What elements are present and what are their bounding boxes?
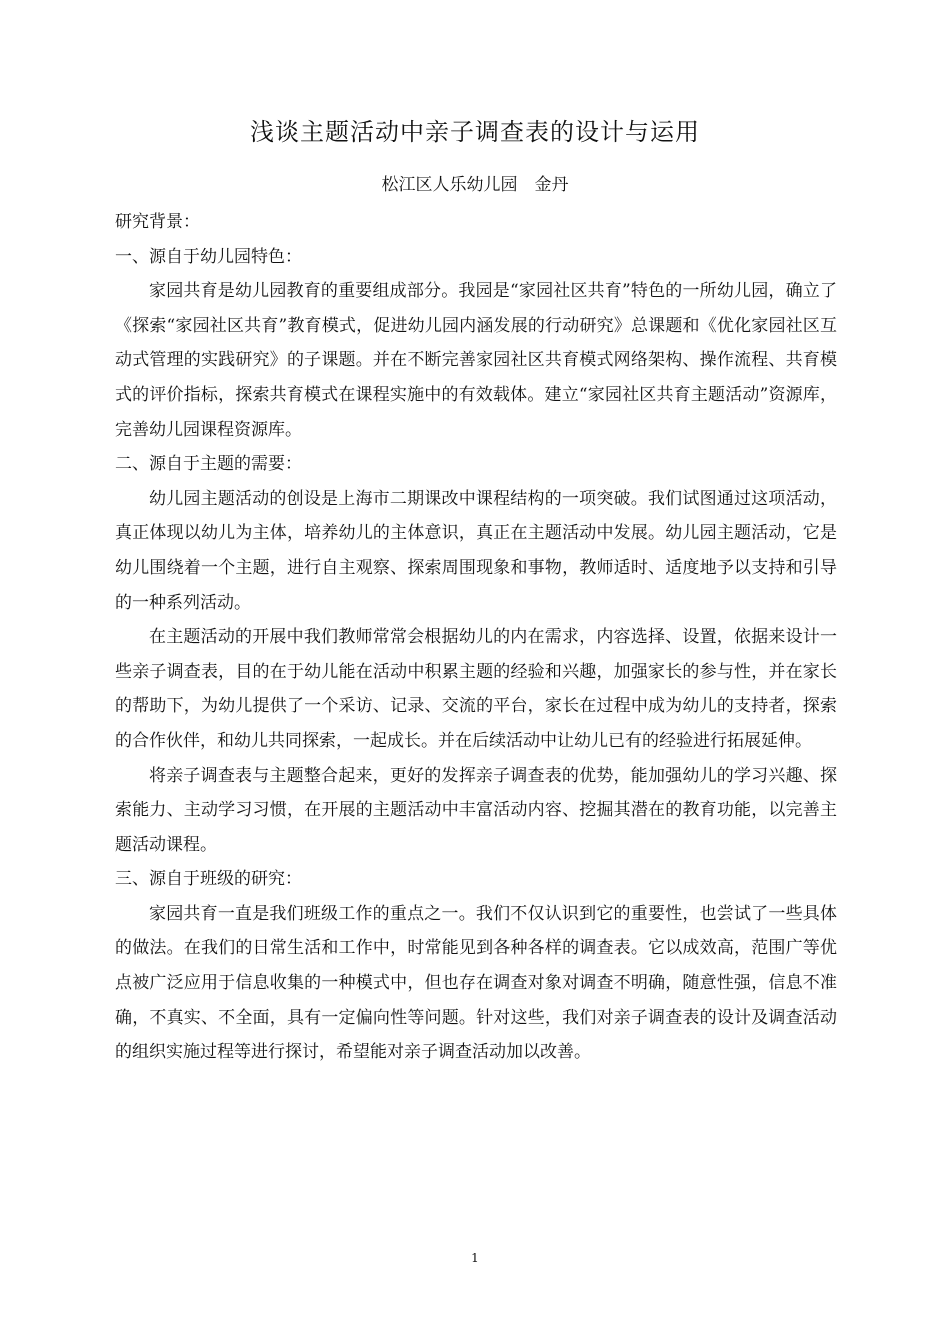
section-heading-kindergarten-feature: 一、源自于幼儿园特色： — [115, 246, 302, 267]
paragraph-kindergarten-feature: 家园共育是幼儿园教育的重要组成部分。我园是“家园社区共育”特色的一所幼儿园，确立了《探索“家园社区共育”教育模式，促进幼儿园内涵发展的行动研究》总课题和《优化家园社区互动式管理的实践研究》的子课题。并在不断完善家园社区共育模式网络架构、操作流程、共育模式的评价指标，探索共育模式在课程实施中的有效载体。建立“家园社区共育主题活动”资源库，完善幼儿园课程资源库。 — [115, 281, 837, 440]
section-heading-class-research: 三、源自于班级的研究： — [115, 869, 302, 890]
document-title: 浅谈主题活动中亲子调查表的设计与运用 — [250, 118, 700, 146]
page-number: 1 — [471, 1251, 479, 1265]
section-heading-theme-need: 二、源自于主题的需要： — [115, 454, 302, 475]
document-author: 松江区人乐幼儿园 金丹 — [381, 175, 569, 195]
paragraph-class-research: 家园共育一直是我们班级工作的重点之一。我们不仅认识到它的重要性，也尝试了一些具体的做法。在我们的日常生活和工作中，时常能见到各种各样的调查表。它以成效高，范围广等优点被广泛应用于信息收集的一种模式中，但也存在调查对象对调查不明确，随意性强，信息不准确，不真实、不全面，具有一定偏向性等问题。针对这些，我们对亲子调查表的设计及调查活动的组织实施过程等进行探讨，希望能对亲子调查活动加以改善。 — [115, 903, 837, 1063]
document-body — [115, 205, 837, 1070]
paragraph-survey-design: 在主题活动的开展中我们教师常常会根据幼儿的内在需求，内容选择、设置，依据来设计一些亲子调查表，目的在于幼儿能在活动中积累主题的经验和兴趣，加强家长的参与性，并在家长的帮助下，为幼儿提供了一个采访、记录、交流的平台，家长在过程中成为幼儿的支持者，探索的合作伙伴，和幼儿共同探索，一起成长。并在后续活动中让幼儿已有的经验进行拓展延伸。 — [115, 627, 837, 751]
paragraph-survey-integration: 将亲子调查表与主题整合起来，更好的发挥亲子调查表的优势，能加强幼儿的学习兴趣、探索能力、主动学习习惯，在开展的主题活动中丰富活动内容、挖掘其潜在的教育功能，以完善主题活动课程。 — [115, 765, 837, 855]
paragraph-theme-activity: 幼儿园主题活动的创设是上海市二期课改中课程结构的一项突破。我们试图通过这项活动，真正体现以幼儿为主体，培养幼儿的主体意识，真正在主题活动中发展。幼儿园主题活动，它是幼儿围绕着一个主题，进行自主观察、探索周围现象和事物，教师适时、适度地予以支持和引导的一种系列活动。 — [115, 488, 837, 613]
section-heading-background: 研究背景： — [115, 212, 200, 232]
